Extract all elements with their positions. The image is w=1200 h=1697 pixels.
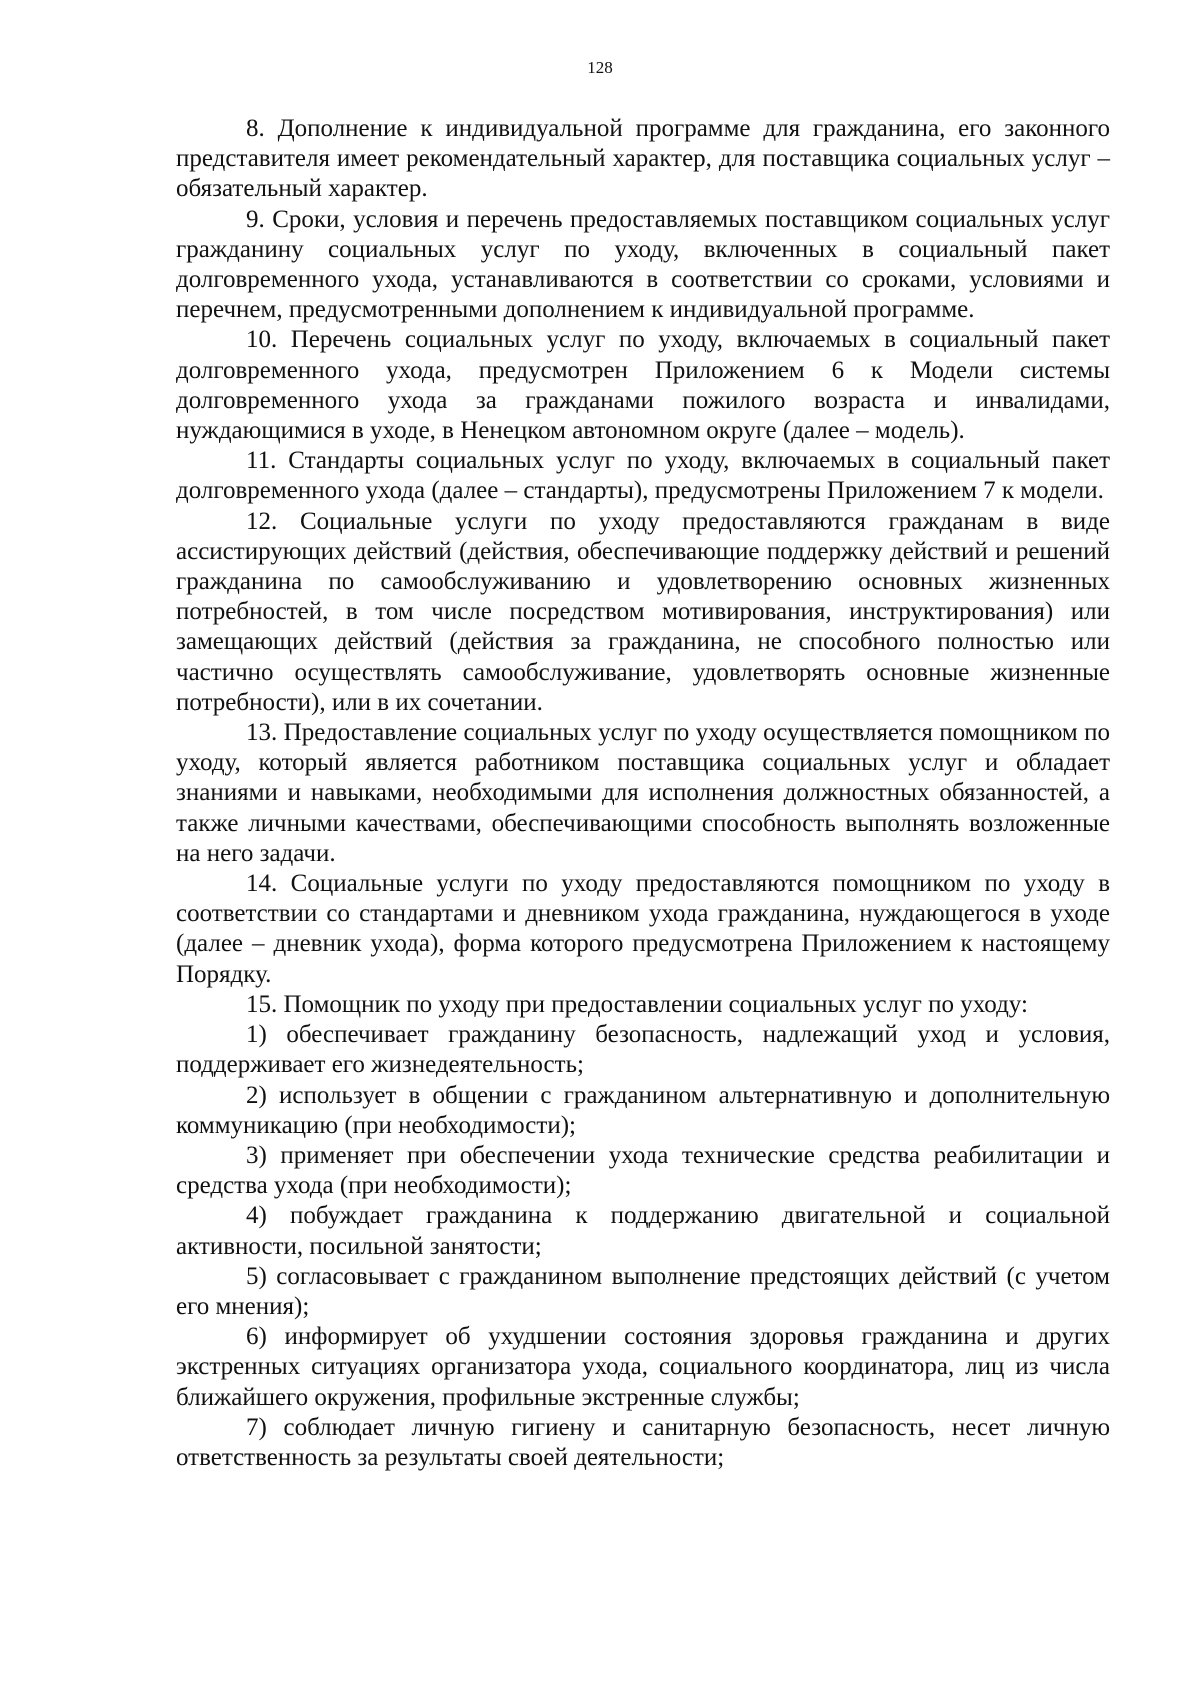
list-item-6: 6) информирует об ухудшении состояния здоровья гражданина и других экстренных ситуациях организатора ухода, социального координатора, лиц из числа ближайшего окружения, профильные экстренные службы; (176, 1323, 1110, 1411)
document-body (176, 114, 1110, 1473)
paragraph-9: 9. Сроки, условия и перечень предоставляемых поставщиком социальных услуг гражданину социальных услуг по уходу, включенных в социальный пакет долговременного ухода, устанавливаются в соответствии со сроками, условиями и перечнем, предусмотренными дополнением к индивидуальной программе. (176, 205, 1110, 324)
paragraph-11: 11. Стандарты социальных услуг по уходу, включаемых в социальный пакет долговременного ухода (далее – стандарты), предусмотрены Приложением 7 к модели. (176, 447, 1110, 505)
list-item-7: 7) соблюдает личную гигиену и санитарную безопасность, несет личную ответственность за результаты своей деятельности; (176, 1413, 1110, 1471)
list-item-5: 5) согласовывает с гражданином выполнение предстоящих действий (с учетом его мнения); (176, 1262, 1110, 1320)
list-item-1: 1) обеспечивает гражданину безопасность, надлежащий уход и условия, поддерживает его жизнедеятельность; (176, 1021, 1110, 1079)
page-number: 128 (587, 58, 613, 77)
list-item-3: 3) применяет при обеспечении ухода технические средства реабилитации и средства ухода (при необходимости); (176, 1141, 1110, 1200)
list-item-2: 2) использует в общении с гражданином альтернативную и дополнительную коммуникацию (при необходимости); (176, 1081, 1110, 1139)
paragraph-12: 12. Социальные услуги по уходу предоставляются гражданам в виде ассистирующих действий (действия, обеспечивающие поддержку действий и решений гражданина по самообслуживанию и удовлетворению основных жизненных потребностей, в том числе посредством мотивирования, инструктирования) или замещающих действий (действия за гражданина, не способного полностью или частично осуществлять самообслуживание, удовлетворять основные жизненные потребности), или в их сочетании. (176, 507, 1110, 716)
list-item-4: 4) побуждает гражданина к поддержанию двигательной и социальной активности, посильной занятости; (176, 1202, 1110, 1260)
paragraph-15: 15. Помощник по уходу при предоставлении социальных услуг по уходу: (246, 990, 1028, 1018)
paragraph-10: 10. Перечень социальных услуг по уходу, включаемых в социальный пакет долговременного ухода, предусмотрен Приложением 6 к Модели системы долговременного ухода за гражданами пожилого возраста и инвалидами, нуждающимися в уходе, в Ненецком автономном округе (далее – модель). (176, 326, 1110, 445)
paragraph-8: 8. Дополнение к индивидуальной программе для гражданина, его законного представителя имеет рекомендательный характер, для поставщика социальных услуг – обязательный характер. (176, 115, 1110, 203)
paragraph-13: 13. Предоставление социальных услуг по уходу осуществляется помощником по уходу, который является работником поставщика социальных услуг и обладает знаниями и навыками, необходимыми для исполнения должностных обязанностей, а также личными качествами, обеспечивающими способность выполнять возложенные на него задачи. (176, 719, 1110, 867)
paragraph-14: 14. Социальные услуги по уходу предоставляются помощником по уходу в соответствии со стандартами и дневником ухода гражданина, нуждающегося в уходе (далее – дневник ухода), форма которого предусмотрена Приложением к настоящему Порядку. (176, 870, 1110, 988)
